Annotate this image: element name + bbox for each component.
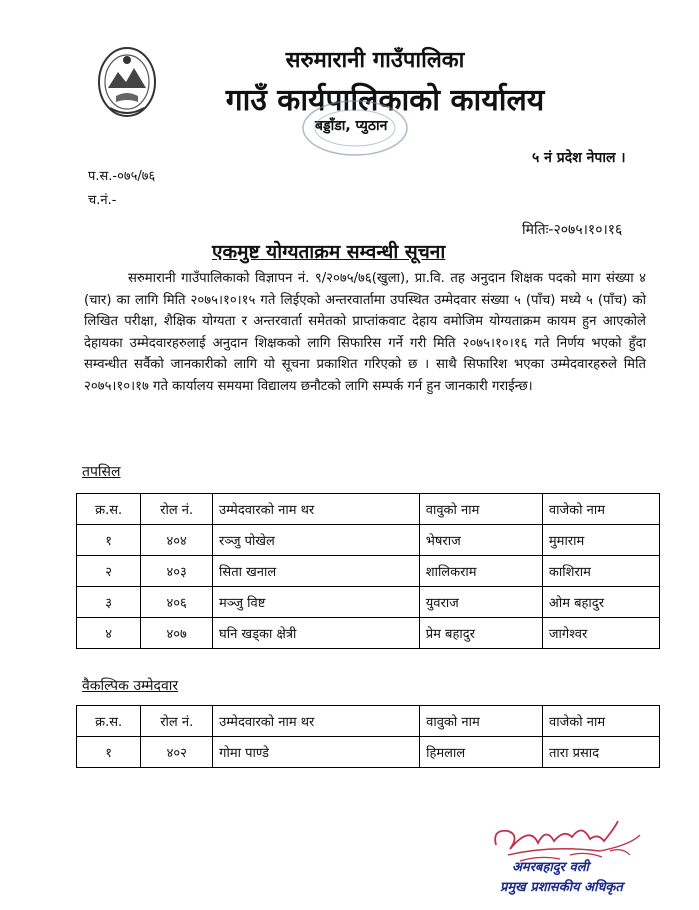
details-section-title: तपसिल [82,464,121,480]
cell-father-name: प्रेम बहादुर [419,618,542,649]
office-stamp-icon [300,98,410,158]
table-row [77,556,660,587]
cell-roll: ४०६ [141,587,213,618]
cell-father-name: हिमलाल [420,737,543,768]
cell-roll: ४०७ [141,618,213,649]
cell-candidate-name: घनि खड्का क्षेत्री [213,618,420,649]
cell-serial: १ [77,525,141,556]
header-roll: रोल नं. [141,494,213,525]
cell-roll: ४०४ [141,525,213,556]
nepal-emblem-icon [96,44,158,122]
table-header-row [77,494,660,525]
table-row [77,587,660,618]
cell-serial: २ [77,556,141,587]
notice-title: एकमुष्ट योग्यताक्रम सम्वन्धी सूचना [212,241,446,263]
cell-candidate-name: मञ्जु विष्ट [213,587,420,618]
dispatch-number: च.नं.- [88,193,117,208]
alternate-section-title: वैकल्पिक उम्मेदवार [82,678,179,694]
table-header-row [77,706,660,737]
cell-roll: ४०३ [141,556,213,587]
office-title: गाउँ कार्यपालिकाको कार्यालय [225,83,545,118]
office-name: सरुमारानी गाउँपालिका [285,48,465,73]
notice-date: मितिः-२०७५।१०।१६ [522,222,623,238]
table-row [77,737,660,768]
header-grandfather-name: वाजेको नाम [543,706,660,737]
cell-grandfather-name: ओम बहादुर [542,587,659,618]
cell-grandfather-name: तारा प्रसाद [543,737,660,768]
cell-father-name: भेषराज [419,525,542,556]
header-father-name: वावुको नाम [420,706,543,737]
cell-father-name: शालिकराम [419,556,542,587]
cell-grandfather-name: मुमाराम [542,525,659,556]
cell-grandfather-name: काशिराम [542,556,659,587]
cell-roll: ४०२ [141,737,213,768]
header-grandfather-name: वाजेको नाम [542,494,659,525]
table-row [77,525,660,556]
header-candidate-name: उम्मेदवारको नाम थर [213,706,420,737]
cell-candidate-name: गोमा पाण्डे [213,737,420,768]
cell-candidate-name: सिता खनाल [213,556,420,587]
letter-number: प.स.-०७५/७६ [88,169,156,184]
cell-candidate-name: रञ्जु पोखेल [213,525,420,556]
header-serial: क्र.स. [77,706,141,737]
header-roll: रोल नं. [141,706,213,737]
signer-name: अमरबहादुर वली [512,860,589,875]
signer-title: प्रमुख प्रशासकीय अधिकृत [500,880,623,895]
notice-body: सरुमारानी गाउँपालिकाको विज्ञापन नं. ९/२०७५/७६(खुला), प्रा.वि. तह अनुदान शिक्षक पदको माग संख्या ४ (चार) का लागि मिति २०७५।१०।१५ गते लिईएको अन्तरवार्तामा उपस्थित उम्मेदवार संख्या ५ (पाँच) मध्ये ५ (पाँच) को लिखित परीक्षा, शैक्षिक योग्यता र अन्तरवार्ता समेतको प्राप्तांकवाट देहाय वमोजिम योग्यताक्रम कायम हुन आएकोले देहायका उम्मेदवारहरुलाई अनुदान शिक्षकको लागि सिफारिस गर्ने गरी मिति २०७५।१०।१६ गते निर्णय भएको हुँदा सम्वन्धीत सर्वैको जानकारीको लागि यो सूचना प्रकाशित गरिएको छ । साथै सिफारिश भएका उम्मेदवारहरुले मिति २०७५।१०।१७ गते कार्यालय समयमा विद्यालय छनौटको लागि सम्पर्क गर्न हुन जानकारी गराईन्छ। [84,271,646,394]
cell-grandfather-name: जागेश्वर [542,618,659,649]
alternate-candidates-table [76,705,660,768]
header-father-name: वावुको नाम [419,494,542,525]
cell-serial: १ [77,737,141,768]
header-candidate-name: उम्मेदवारको नाम थर [213,494,420,525]
cell-serial: ३ [77,587,141,618]
cell-father-name: युवराज [419,587,542,618]
selected-candidates-table [76,493,660,649]
header-serial: क्र.स. [77,494,141,525]
table-row [77,618,660,649]
office-address: बड्डाँडा, प्युठान [315,118,388,134]
cell-serial: ४ [77,618,141,649]
province-label: ५ नं प्रदेश नेपाल । [532,150,626,166]
